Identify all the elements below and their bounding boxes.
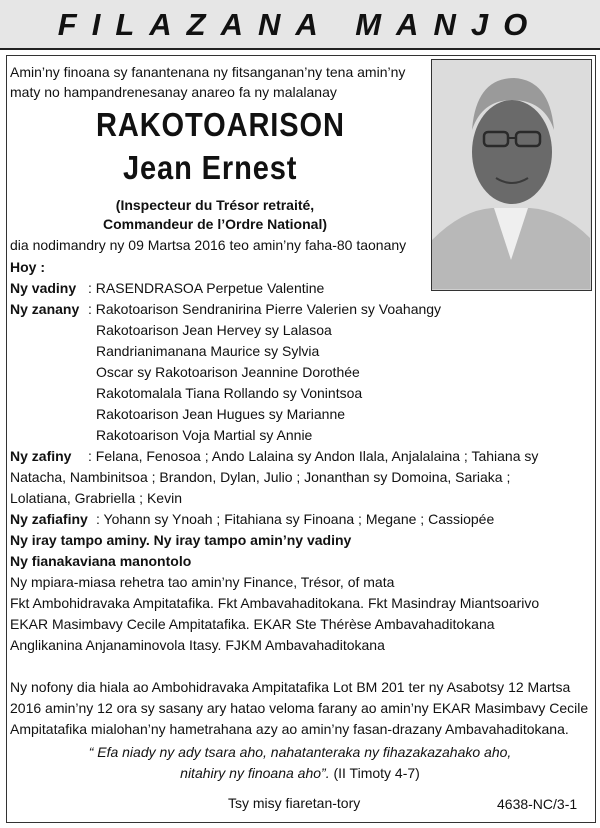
death-line: dia nodimandry ny 09 Martsa 2016 teo amin’ny faha-80 taonany	[10, 237, 407, 253]
hoy-label: Hoy :	[10, 259, 45, 275]
zanany-item: Rakotoarison Jean Hugues sy Marianne	[96, 406, 346, 422]
zanany-item: Rakotomalala Tiana Rollando sy Vonintsoa	[96, 385, 363, 401]
funeral-line: Ny nofony dia hiala ao Ambohidravaka Ampitatafika Lot BM 201 ter ny Asabotsy 12 Martsa	[10, 679, 571, 695]
quote-text: nitahiry ny finoana aho”.	[180, 765, 330, 781]
deceased-surname: RAKOTOARISON	[96, 106, 345, 143]
header-banner	[0, 0, 600, 50]
deceased-given-name: Jean Ernest	[123, 149, 298, 186]
zanany-item: Randrianimanana Maurice sy Sylvia	[96, 343, 320, 359]
zafiny-line-2: Natacha, Nambinitsoa ; Brandon, Dylan, Julio ; Jonanthan sy Domoina, Sariaka ;	[10, 469, 511, 485]
zafiafiny-label: Ny zafiafiny	[10, 511, 88, 527]
funeral-line: Ampitatafika mialohan’ny hametrahana azy ao amin’ny fasan-drazany Ambavahaditokana.	[10, 721, 569, 737]
portrait-icon	[432, 60, 590, 289]
deceased-title-2: Commandeur de l’Ordre National)	[102, 216, 328, 232]
quote-line-2	[10, 764, 590, 782]
intro-line-1: Amin’ny finoana sy fanantenana ny fitsanganan’ny tena amin’ny	[10, 64, 406, 80]
quote-line-1: “ Efa niady ny ady tsara aho, nahatanteraka ny fihazakazahako aho,	[88, 744, 512, 760]
colleagues-line: Fkt Ambohidravaka Ampitatafika. Fkt Ambavahaditokana. Fkt Masindray Miantsoarivo	[10, 595, 540, 611]
page-title: FILAZANA MANJO	[57, 7, 543, 42]
zafiafiny-value: : Yohann sy Ynoah ; Fitahiana sy Finoana ; Megane ; Cassiopée	[96, 511, 495, 527]
zanany-item: Oscar sy Rakotoarison Jeannine Dorothée	[96, 364, 360, 380]
vadiny-label: Ny vadiny	[10, 280, 77, 296]
funeral-line: 2016 amin’ny 12 ora sy sasany ary hatao veloma farany ao amin’ny EKAR Masimbavy Cecile	[10, 700, 589, 716]
portrait-photo	[431, 59, 592, 291]
vadiny-value: : RASENDRASOA Perpetue Valentine	[88, 280, 325, 296]
colleagues-line: EKAR Masimbavy Cecile Ampitatafika. EKAR Ste Thérèse Ambavahaditokana	[10, 616, 495, 632]
iray-tampo-line: Ny iray tampo aminy. Ny iray tampo amin’ny vadiny	[10, 532, 352, 548]
zanany-label: Ny zanany	[10, 301, 80, 317]
zanany-first: : Rakotoarison Sendranirina Pierre Valerien sy Voahangy	[88, 301, 442, 317]
footer-code: 4638-NC/3-1	[497, 796, 578, 812]
quote-reference: (II Timoty 4-7)	[329, 765, 420, 781]
colleagues-line: Ny mpiara-miasa rehetra tao amin’ny Finance, Trésor, of mata	[10, 574, 395, 590]
deceased-title-1: (Inspecteur du Trésor retraité,	[115, 197, 315, 213]
colleagues-line: Anglikanina Anjanaminovola Itasy. FJKM Ambavahaditokana	[10, 637, 385, 653]
zanany-item: Rakotoarison Jean Hervey sy Lalasoa	[96, 322, 332, 338]
fianakaviana-line: Ny fianakaviana manontolo	[10, 553, 192, 569]
zanany-item: Rakotoarison Voja Martial sy Annie	[96, 427, 313, 443]
footer-note: Tsy misy fiaretan-tory	[228, 795, 361, 811]
zafiny-line-3: Lolatiana, Grabriella ; Kevin	[10, 490, 182, 506]
zafiny-label: Ny zafiny	[10, 448, 72, 464]
zafiny-line-1: : Felana, Fenosoa ; Ando Lalaina sy Andon Ilala, Anjalalaina ; Tahiana sy	[88, 448, 539, 464]
intro-line-2: maty no hampandrenesanay anareo fa ny malalanay	[10, 84, 337, 100]
